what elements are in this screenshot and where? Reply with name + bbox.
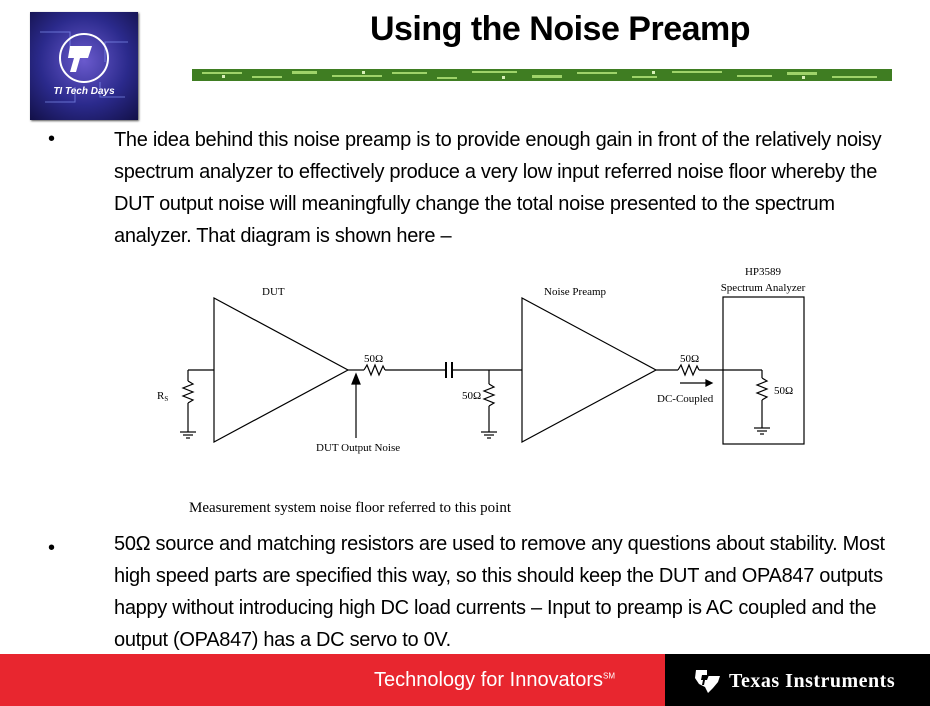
analyzer-resistor-symbol: [757, 378, 767, 400]
footer-tagline: Technology for Innovators℠: [374, 669, 616, 691]
company-name: Texas Instruments: [729, 670, 896, 692]
shunt-resistor-symbol: [484, 384, 494, 406]
bullet-text-stability: 50Ω source and matching resistors are used to remove any questions about stability. Most high speed parts are specified this way, so this should keep the DUT and OPA847 outputs happy without introducing high DC load currents – Input to preamp is AC coupled and the output (OPA847) has a DC servo to 0V.: [114, 533, 885, 651]
preamp-label: Noise Preamp: [544, 286, 607, 298]
tech-days-logo: [30, 12, 138, 120]
diagram-caption: Measurement system noise floor referred to this point: [189, 500, 512, 516]
series-resistor-symbol: [364, 365, 385, 375]
analyzer-resistor-label: 50Ω: [774, 385, 794, 397]
ti-emblem-icon: [30, 12, 138, 120]
slide-title: Using the Noise Preamp: [369, 10, 751, 48]
output-resistor-label: 50Ω: [680, 353, 700, 365]
bullet-text-intro: The idea behind this noise preamp is to provide enough gain in front of the relatively noisy spectrum analyzer to effectively produce a very low input referred noise floor whereby the DUT output noise will meaningfully change the total noise presented to the spectrum analyzer. That diagram is shown here –: [114, 129, 882, 247]
texas-state-icon: [693, 666, 723, 694]
dut-label: DUT: [262, 286, 285, 298]
service-mark: SM: [603, 671, 616, 681]
series-resistor-label: 50Ω: [364, 353, 384, 365]
rs-label: RS: [157, 390, 169, 403]
preamp-amplifier-symbol: [522, 298, 656, 442]
circuit-band-decoration: [192, 69, 892, 81]
dut-noise-label: DUT Output Noise: [316, 442, 401, 454]
bullet-marker: •: [48, 128, 56, 150]
analyzer-model-label: HP3589: [744, 266, 782, 278]
rs-resistor-symbol: [183, 381, 193, 403]
dut-amplifier-symbol: [214, 298, 348, 442]
analyzer-name-label: Spectrum Analyzer: [720, 282, 806, 294]
footer-logo-panel: [665, 654, 930, 706]
measurement-circuit-diagram: [150, 262, 820, 462]
shunt-resistor-label: 50Ω: [462, 390, 482, 402]
output-resistor-symbol: [678, 365, 699, 375]
logo-label: TI Tech Days: [53, 86, 115, 97]
dc-coupled-label: DC-Coupled: [657, 393, 714, 405]
bullet-marker: •: [48, 537, 56, 559]
footer-bar: [0, 654, 930, 706]
